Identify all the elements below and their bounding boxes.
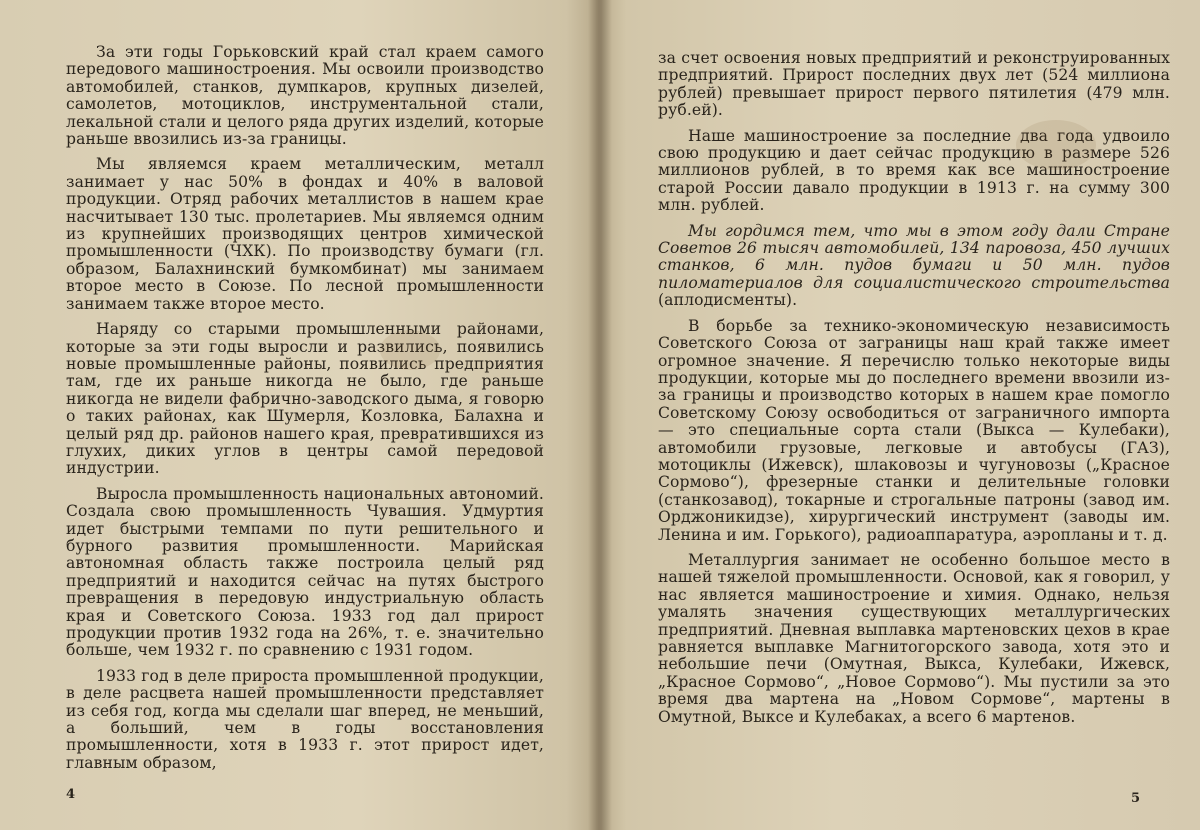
paragraph: Наряду со старыми промышленными районами, которые за эти годы выросли и развились, появились новые промышленные районы, появились предприятия там, где их раньше никогда не было, где раньше никогда не видели фабрично-заводского дыма, я говорю о таких районах, как Шумерля, Козловка, Балахна и целый ряд др. районов нашего края, превратившихся из глухих, диких углов в центры самой передовой индустрии.: [66, 320, 544, 478]
paragraph: За эти годы Горьковский край стал краем самого передового машиностроения. Мы освоили производство автомобилей, станков, думпкаров, крупных дизелей, самолетов, мотоциклов, инструментальной стали, лекальной стали и целого ряда других изделий, которые раньше ввозились из-за границы.: [66, 43, 544, 149]
paragraph: В борьбе за технико-экономическую независимость Советского Союза от заграницы наш край также имеет огромное значение. Я перечислю только некоторые виды продукции, которые мы до последнего времени ввозили из-за границы и производство которых в нашем крае помогло Советскому Союзу освободиться от заграничного импорта — это специальные сорта стали (Выкса — Кулебаки), автомобили грузовые, легковые и автобусы (ГАЗ), мотоциклы (Ижевск), шлаковозы и чугуновозы („Красное Сормово“), фрезерные станки и делительные головки (станкозавод), токарные и строгальные патроны (завод им. Орджоникидзе), хирургический инструмент (заводы им. Ленина и им. Горького), радиоаппаратура, аэропланы и т. д.: [658, 316, 1170, 544]
page-number: 5: [1130, 791, 1140, 806]
left-page: [0, 0, 596, 830]
paragraph-italic: [658, 223, 1170, 310]
paragraph: Металлургия занимает не особенно большое место в нашей тяжелой промышленности. Основой, как я говорил, у нас является машиностроение и химия. Однако, нельзя умалять значения существующих металлургических предприятий. Дневная выплавка мартеновских цехов в крае равняется выплавке Магнитогорского завода, хотя это и небольшие печи (Омутная, Выкса, Кулебаки, Ижевск, „Красное Сормово“, „Новое Сормово“). Мы пустили за это время два мартена на „Новом Сормове“, мартены в Омутной, Выксе и Кулебаках, а всего 6 мартенов.: [658, 550, 1170, 726]
paragraph: Наше машиностроение за последние два года удвоило свою продукцию и дает сейчас продукцию в размере 526 миллионов рублей, в то время как все машиностроение старой России давало продукции в 1913 г. на сумму 300 млн. рублей.: [658, 126, 1170, 215]
applause-note: (аплодисменты).: [658, 291, 798, 310]
paragraph: за счет освоения новых предприятий и реконструированных предприятий. Прирост последних двух лет (524 миллиона рублей) превышает прирост первого пятилетия (479 млн. руб.ей).: [658, 49, 1170, 120]
italic-text: Мы гордимся тем, что мы в этом году дали Стране Советов 26 тысяч автомобилей, 134 паровоза, 450 лучших станков, 6 млн. пудов бумаги и 50 млн. пудов пиломатериалов для социалистического строительства: [658, 221, 1170, 292]
paragraph: Выросла промышленность национальных автономий. Создала свою промышленность Чувашия. Удмуртия идет быстрыми темпами по пути решительного и бурного развития промышленности. Марийская автономная область также построила целый ряд предприятий и находится сейчас на путях быстрого превращения в передовую индустриальную область края и Советского Союза. 1933 год дал прирост продукции против 1932 года на 26%, т. е. значительно больше, чем 1932 г. по сравнению с 1931 годом.: [66, 484, 544, 660]
page-number: 4: [66, 787, 76, 802]
paragraph: Мы являемся краем металлическим, металл занимает у нас 50% в фондах и 40% в валовой продукции. Отряд рабочих металлистов в нашем крае насчитывает 130 тыс. пролетариев. Мы являемся одним из крупнейших производящих центров химической промышленности (ЧХК). По производству бумаги (гл. образом, Балахнинский бумкомбинат) мы занимаем второе место в Союзе. По лесной промышленности занимаем также второе место.: [66, 155, 544, 313]
right-page: [596, 0, 1200, 830]
paragraph: 1933 год в деле прироста промышленной продукции, в деле расцвета нашей промышленности представляет из себя год, когда мы сделали шаг вперед, не меньший, а больший, чем в годы восстановления промышленности, хотя в 1933 г. этот прирост идет, главным образом,: [66, 666, 544, 772]
